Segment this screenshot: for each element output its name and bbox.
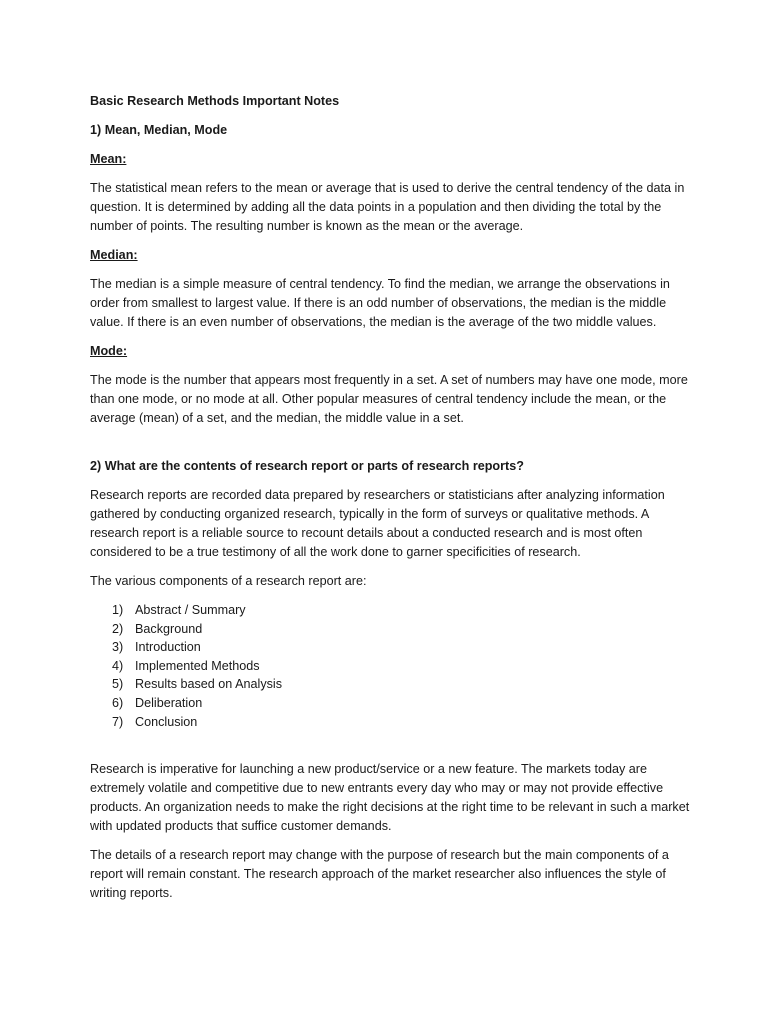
- list-item: [90, 638, 690, 657]
- list-item-label: Results based on Analysis: [135, 677, 283, 692]
- list-item-label: Deliberation: [135, 695, 203, 710]
- section-spacer: [90, 438, 690, 457]
- components-intro: The various components of a research report are:: [90, 574, 367, 588]
- mean-paragraph: The statistical mean refers to the mean or average that is used to derive the central tendency of the data in question. It is determined by adding all the data points in a population and then dividing the total by the number of points. The resulting number is known as the mean or the average.: [90, 181, 685, 233]
- list-item-label: Abstract / Summary: [135, 603, 246, 617]
- mode-paragraph: The mode is the number that appears most frequently in a set. A set of numbers may have one mode, more than one mode, or no mode at all. Other popular measures of central tendency include the mean, or the average (mean) of a set, and the median, the middle value in a set.: [90, 373, 688, 425]
- list-item-label: Introduction: [135, 640, 201, 655]
- list-item: [90, 675, 690, 694]
- median-paragraph: The median is a simple measure of central tendency. To find the median, we arrange the observations in order from smallest to largest value. If there is an odd number of observations, the median is the middle value. If there is an even number of observations, the median is the average of the two middle values.: [90, 277, 670, 329]
- list-item-number: 4): [112, 658, 124, 673]
- list-item: [90, 713, 690, 732]
- document-page: [90, 92, 690, 913]
- components-list: [90, 601, 690, 731]
- list-item-number: 6): [112, 695, 124, 710]
- list-item-number: 2): [112, 621, 124, 636]
- question-1-heading: 1) Mean, Median, Mode: [90, 123, 228, 137]
- mode-heading: Mode:: [90, 344, 128, 358]
- list-item: [90, 601, 690, 620]
- report-details-paragraph: The details of a research report may change with the purpose of research but the main components of a report will remain constant. The research approach of the market researcher also influences the style of writing reports.: [90, 848, 669, 901]
- section-spacer: [90, 741, 690, 760]
- research-importance-paragraph: Research is imperative for launching a new product/service or a new feature. The markets today are extremely volatile and competitive due to new entrants every day who may or may not provide effective products. An organization needs to make the right decisions at the right time to be relevant in such a market with updated products that suffice customer demands.: [90, 762, 690, 834]
- list-item-number: 1): [112, 603, 124, 617]
- list-item-number: 5): [112, 677, 124, 692]
- list-item-number: 7): [112, 714, 124, 729]
- median-heading: Median:: [90, 248, 138, 262]
- list-item: [90, 694, 690, 713]
- mean-heading: Mean:: [90, 152, 127, 166]
- list-item-label: Conclusion: [135, 714, 198, 729]
- list-item: [90, 620, 690, 639]
- question-2-heading: 2) What are the contents of research report or parts of research reports?: [90, 459, 524, 473]
- document-title: Basic Research Methods Important Notes: [90, 94, 340, 108]
- research-report-intro-paragraph: Research reports are recorded data prepared by researchers or statisticians after analyzing information gathered by conducting organized research, typically in the form of surveys or qualitative methods. A research report is a reliable source to recount details about a conducted research and is most often considered to be a true testimony of all the work done to garner specificities of research.: [90, 488, 665, 559]
- list-item-label: Implemented Methods: [135, 658, 260, 673]
- list-item-number: 3): [112, 640, 124, 655]
- list-item-label: Background: [135, 621, 203, 636]
- list-item: [90, 657, 690, 676]
